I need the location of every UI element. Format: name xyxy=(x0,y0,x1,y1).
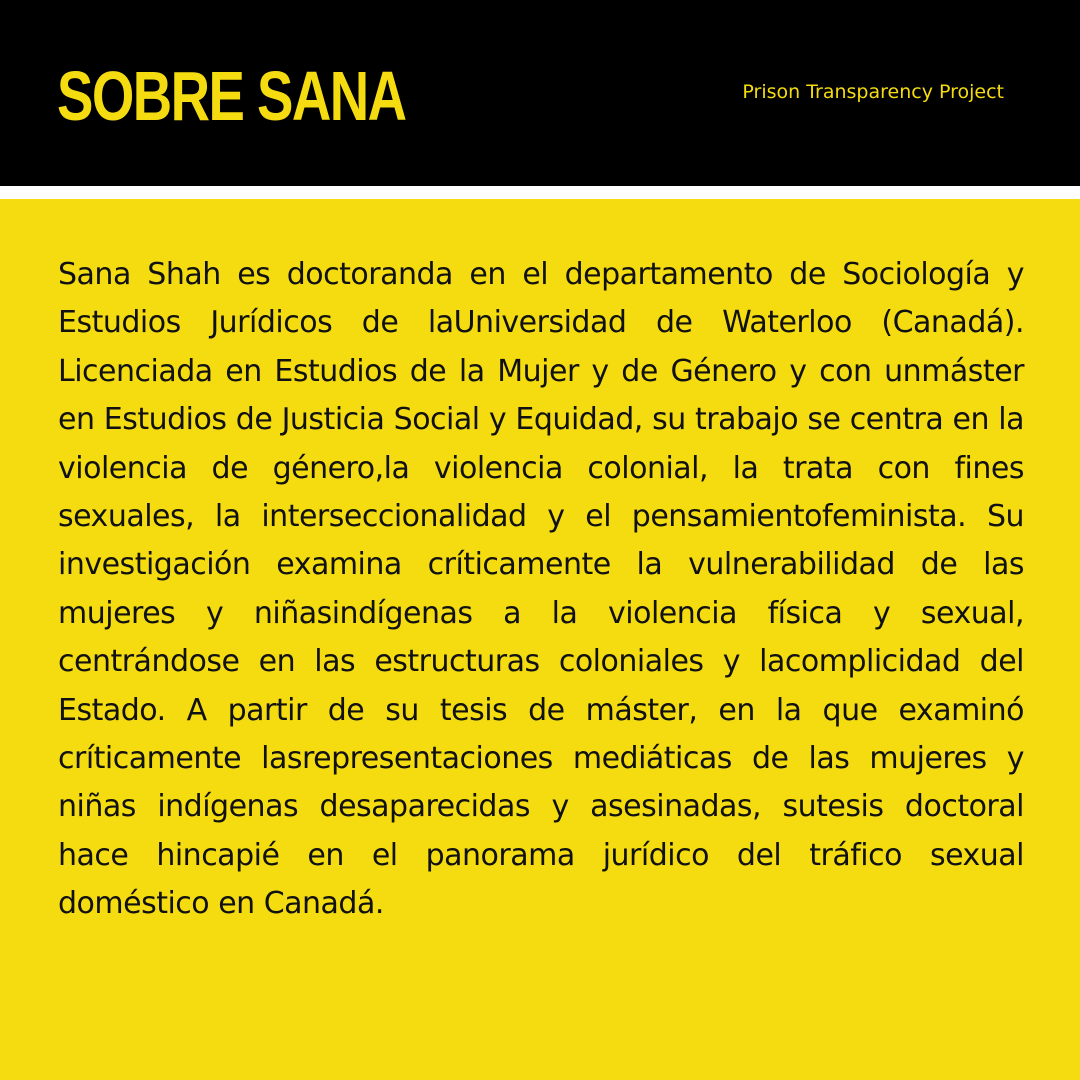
project-name: Prison Transparency Project xyxy=(742,81,1004,103)
header-divider xyxy=(0,186,1080,199)
bio-text: Sana Shah es doctoranda en el departamento de Sociología y Estudios Jurídicos de laUniversidad de Waterloo (Canadá). Licenciada en Estudios de la Mujer y de Género y con unmáster en Estudios de Justicia Social y Equidad, su trabajo se centra en la violencia de género,la violencia colonial, la trata con fines sexuales, la interseccionalidad y el pensamientofeminista. Su investigación examina críticamente la vulnerabilidad de las mujeres y niñasindígenas a la violencia física y sexual, centrándose en las estructuras coloniales y lacomplicidad del Estado. A partir de su tesis de máster, en la que examinó críticamente lasrepresentaciones mediáticas de las mujeres y niñas indígenas desaparecidas y asesinadas, sutesis doctoral hace hincapié en el panorama jurídico del tráfico sexual doméstico en Canadá. xyxy=(58,257,1024,922)
page-title: SOBRE SANA xyxy=(57,57,406,135)
header-bar xyxy=(0,0,1080,186)
bio-panel xyxy=(0,199,1080,1080)
